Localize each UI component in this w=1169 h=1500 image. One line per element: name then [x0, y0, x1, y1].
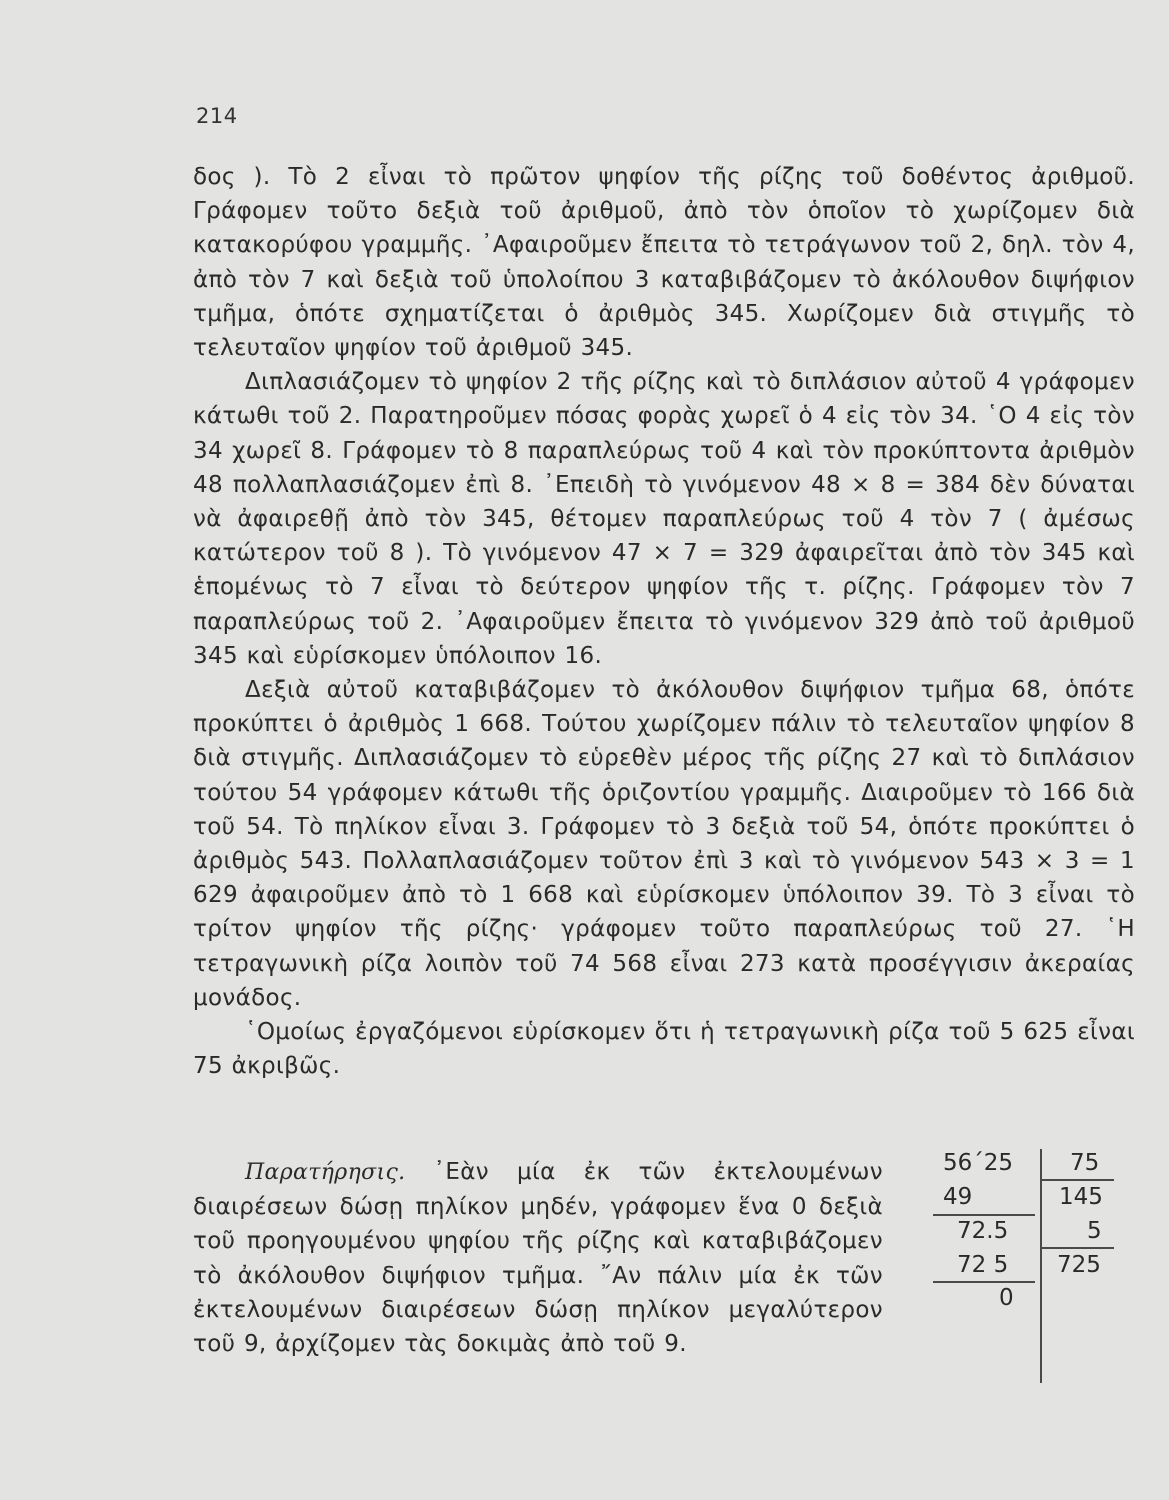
calc-final-remainder: 0 [999, 1285, 1014, 1311]
calc-remainder: 72.5 [957, 1218, 1009, 1244]
square-root-calculation [925, 1143, 1125, 1383]
calc-rule [933, 1214, 1035, 1216]
calc-subtrahend: 72 5 [957, 1252, 1009, 1278]
calc-subtrahend: 49 [943, 1184, 973, 1210]
calc-root: 75 [1070, 1150, 1100, 1176]
calc-trial-divisor: 145 [1059, 1184, 1103, 1210]
calc-rule [933, 1281, 1035, 1283]
remark-label: Παρατήρησις. [245, 1160, 406, 1185]
calc-rule [1042, 1179, 1114, 1181]
remark-text: ᾿Εὰν μία ἐκ τῶν ἐκτελουμένων διαιρέσεων δώσῃ πηλίκον μηδέν, γράφομεν ἕνα 0 δεξιὰ τοῦ προηγουμένου ψηφίου τῆς ρίζης καὶ καταβιβάζομεν τὸ ἀκόλουθον διψήφιον τμῆμα. ῎Αν πάλιν μία ἐκ τῶν ἐκτελουμένων διαιρέσεων δώσῃ πηλίκον μεγαλύτερον τοῦ 9, ἀρχίζομεν τὰς δοκιμὰς ἀπὸ τοῦ 9. [193, 1159, 883, 1358]
paragraph: Δεξιὰ αὐτοῦ καταβιβάζομεν τὸ ἀκόλουθον διψήφιον τμῆμα 68, ὁπότε προκύπτει ὁ ἀριθμὸς 1 668. Τούτου χωρίζομεν πάλιν τὸ τελευταῖον ψηφίον 8 διὰ στιγμῆς. Διπλασιάζομεν τὸ εὑρεθὲν μέρος τῆς ρίζης 27 καὶ τὸ διπλάσιον τούτου 54 γράφομεν κάτωθι τῆς ὁριζοντίου γραμμῆς. Διαιροῦμεν τὸ 166 διὰ τοῦ 54. Τὸ πηλίκον εἶναι 3. Γράφομεν τὸ 3 δεξιὰ τοῦ 54, ὁπότε προκύπτει ὁ ἀριθμὸς 543. Πολλαπλασιάζομεν τοῦτον ἐπὶ 3 καὶ τὸ γινόμενον 543 × 3 = 1 629 ἀφαιροῦμεν ἀπὸ τὸ 1 668 καὶ εὑρίσκομεν ὑπόλοιπον 39. Τὸ 3 εἶναι τὸ τρίτον ψηφίον τῆς ρίζης· γράφομεν τοῦτο παραπλεύρως τοῦ 27. ῾Η τετραγωνικὴ ρίζα λοιπὸν τοῦ 74 568 εἶναι 273 κατὰ προσέγγισιν ἀκεραίας μονάδος. [193, 677, 1135, 1011]
page-number: 214 [196, 104, 238, 128]
calc-divider [1040, 1149, 1042, 1383]
calc-product: 725 [1057, 1252, 1101, 1278]
paragraph: δος ). Τὸ 2 εἶναι τὸ πρῶτον ψηφίον τῆς ρίζης τοῦ δοθέντος ἀριθμοῦ. Γράφομεν τοῦτο δεξιὰ τοῦ ἀριθμοῦ, ἀπὸ τὸν ὁποῖον τὸ χωρίζομεν διὰ κατακορύφου γραμμῆς. ᾿Αφαιροῦμεν ἔπειτα τὸ τετράγωνον τοῦ 2, δηλ. τὸν 4, ἀπὸ τὸν 7 καὶ δεξιὰ τοῦ ὑπολοίπου 3 καταβιβάζομεν τὸ ἀκόλουθον διψήφιον τμῆμα, ὁπότε σχηματίζεται ὁ ἀριθμὸς 345. Χωρίζομεν διὰ στιγμῆς τὸ τελευταῖον ψηφίον τοῦ ἀριθμοῦ 345. [193, 164, 1135, 362]
calc-rule [1042, 1247, 1114, 1249]
paragraph: Διπλασιάζομεν τὸ ψηφίον 2 τῆς ρίζης καὶ τὸ διπλάσιον αὐτοῦ 4 γράφομεν κάτωθι τοῦ 2. Παρατηροῦμεν πόσας φορὰς χωρεῖ ὁ 4 εἰς τὸν 34. ῾Ο 4 εἰς τὸν 34 χωρεῖ 8. Γράφομεν τὸ 8 παραπλεύρως τοῦ 4 καὶ τὸν προκύπτοντα ἀριθμὸν 48 πολλαπλασιάζομεν ἐπὶ 8. ᾿Επειδὴ τὸ γινόμενον 48 × 8 = 384 δὲν δύναται νὰ ἀφαιρεθῇ ἀπὸ τὸν 345, θέτομεν παραπλεύρως τοῦ 4 τὸν 7 ( ἀμέσως κατώτερον τοῦ 8 ). Τὸ γινόμενον 47 × 7 = 329 ἀφαιρεῖται ἀπὸ τὸν 345 καὶ ἑπομένως τὸ 7 εἶναι τὸ δεύτερον ψηφίον τῆς τ. ρίζης. Γράφομεν τὸν 7 παραπλεύρως τοῦ 2. ᾿Αφαιροῦμεν ἔπειτα τὸ γινόμενον 329 ἀπὸ τοῦ ἀριθμοῦ 345 καὶ εὑρίσκομεν ὑπόλοιπον 16. [193, 369, 1135, 669]
calc-multiplier: 5 [1087, 1218, 1102, 1244]
remark-paragraph [193, 1155, 883, 1361]
main-text [193, 160, 1135, 1083]
paragraph: ῾Ομοίως ἐργαζόμενοι εὑρίσκομεν ὅτι ἡ τετραγωνικὴ ρίζα τοῦ 5 625 εἶναι 75 ἀκριβῶς. [193, 1019, 1135, 1080]
calc-radicand: 56΄25 [943, 1150, 1014, 1176]
